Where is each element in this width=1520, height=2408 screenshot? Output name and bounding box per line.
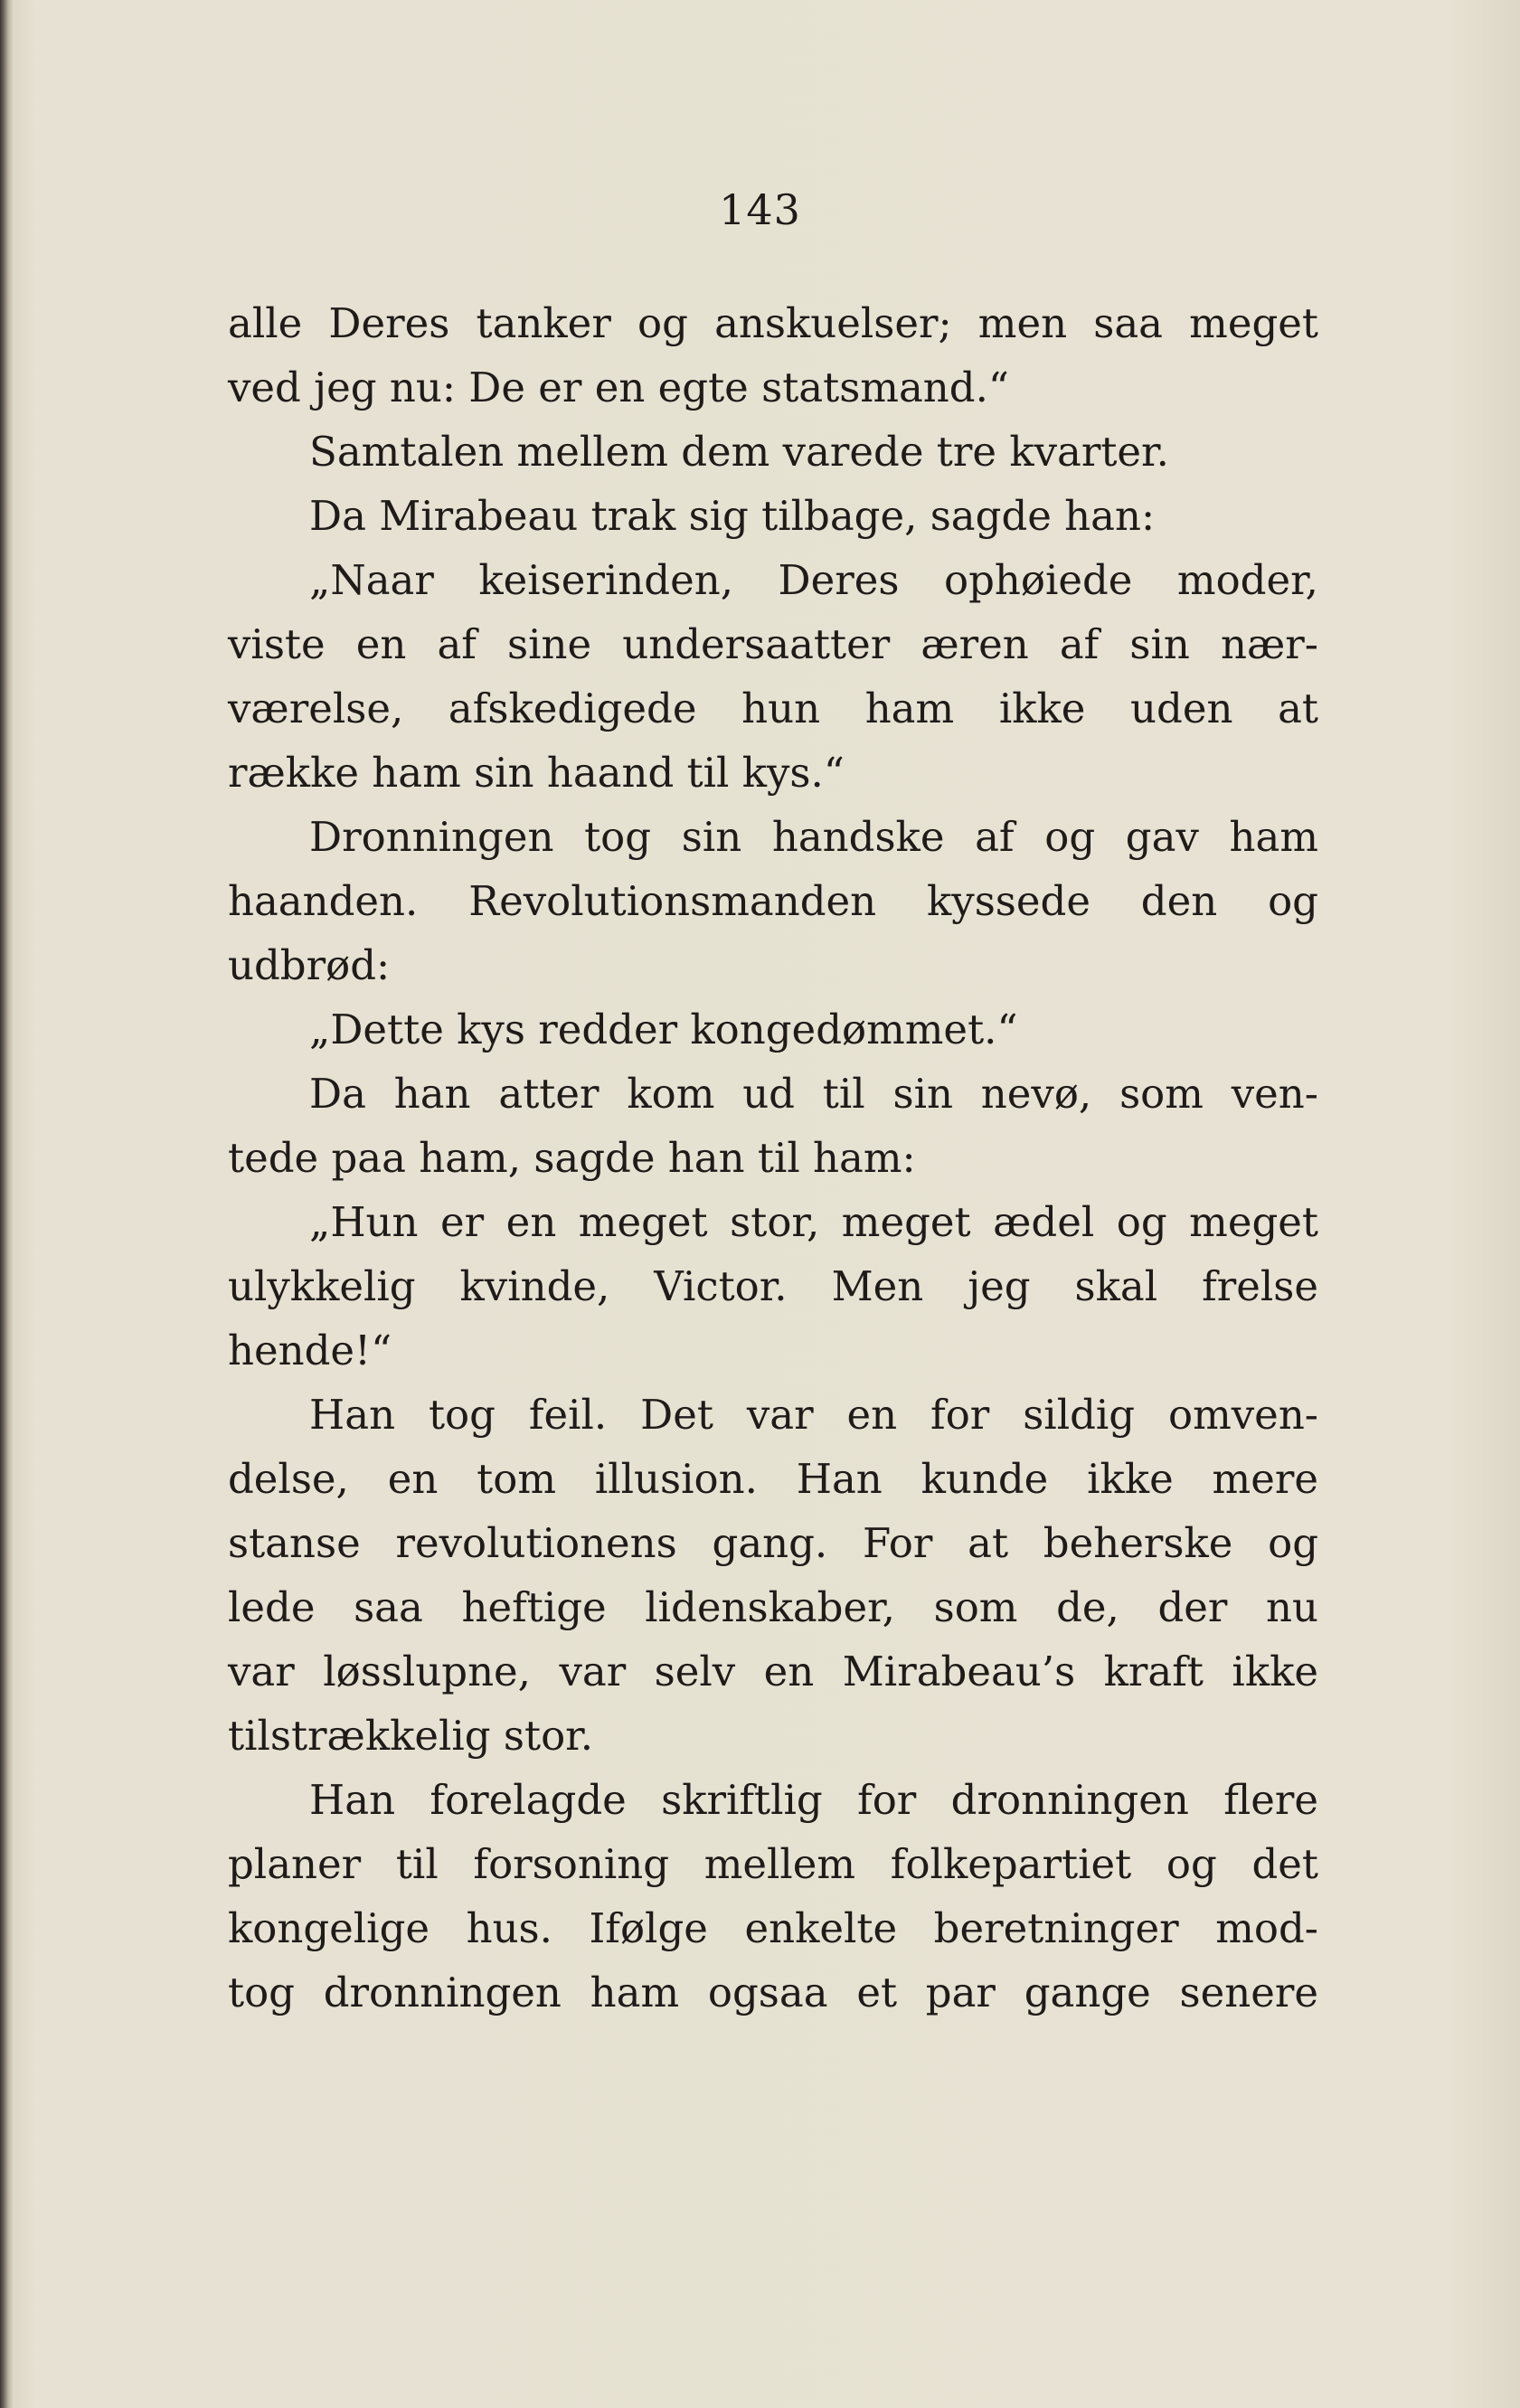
text-line: række ham sin haand til kys.“ — [228, 749, 845, 797]
text-line: haanden. Revolutionsmanden kyssede den og — [228, 877, 1318, 925]
text-line: udbrød: — [228, 941, 391, 989]
text-line: viste en af sine undersaatter æren af sin nær- — [228, 620, 1318, 668]
text-line: „Hun er en meget stor, meget ædel og meget — [309, 1198, 1318, 1246]
text-line: Da han atter kom ud til sin nevø, som ven- — [309, 1070, 1318, 1118]
text-line: ulykkelig kvinde, Victor. Men jeg skal frelse — [228, 1262, 1318, 1310]
text-line: Han forelagde skriftlig for dronningen flere — [309, 1776, 1318, 1824]
text-line: „Dette kys redder kongedømmet.“ — [309, 1006, 1018, 1053]
text-line: stanse revolutionens gang. For at beherske og — [228, 1519, 1318, 1567]
text-line: Dronningen tog sin handske af og gav ham — [309, 813, 1318, 861]
page-number: 143 — [719, 185, 801, 234]
text-line: Da Mirabeau trak sig tilbage, sagde han: — [309, 492, 1156, 540]
text-line: ved jeg nu: De er en egte statsmand.“ — [228, 364, 1009, 411]
text-line: alle Deres tanker og anskuelser; men saa meget — [228, 299, 1318, 347]
text-line: tog dronningen ham ogsaa et par gange senere — [228, 1969, 1318, 2016]
body-text — [228, 291, 1318, 2025]
text-line: værelse, afskedigede hun ham ikke uden at — [228, 685, 1318, 732]
text-line: planer til forsoning mellem folkepartiet og det — [228, 1840, 1318, 1888]
text-line: hende!“ — [228, 1327, 392, 1374]
text-line: Han tog feil. Det var en for sildig omven- — [309, 1391, 1318, 1439]
text-line: delse, en tom illusion. Han kunde ikke mere — [228, 1455, 1318, 1503]
text-line: lede saa heftige lidenskaber, som de, der nu — [228, 1583, 1318, 1631]
text-line: tede paa ham, sagde han til ham: — [228, 1134, 916, 1182]
text-line: Samtalen mellem dem varede tre kvarter. — [309, 428, 1169, 476]
text-line: var løsslupne, var selv en Mirabeau’s kraft ikke — [228, 1648, 1318, 1695]
text-line: kongelige hus. Ifølge enkelte beretninger mod- — [228, 1904, 1318, 1952]
page-spine-edge — [0, 0, 13, 2408]
text-line: tilstrækkelig stor. — [228, 1712, 594, 1760]
text-line: „Naar keiserinden, Deres ophøiede moder, — [309, 556, 1318, 604]
